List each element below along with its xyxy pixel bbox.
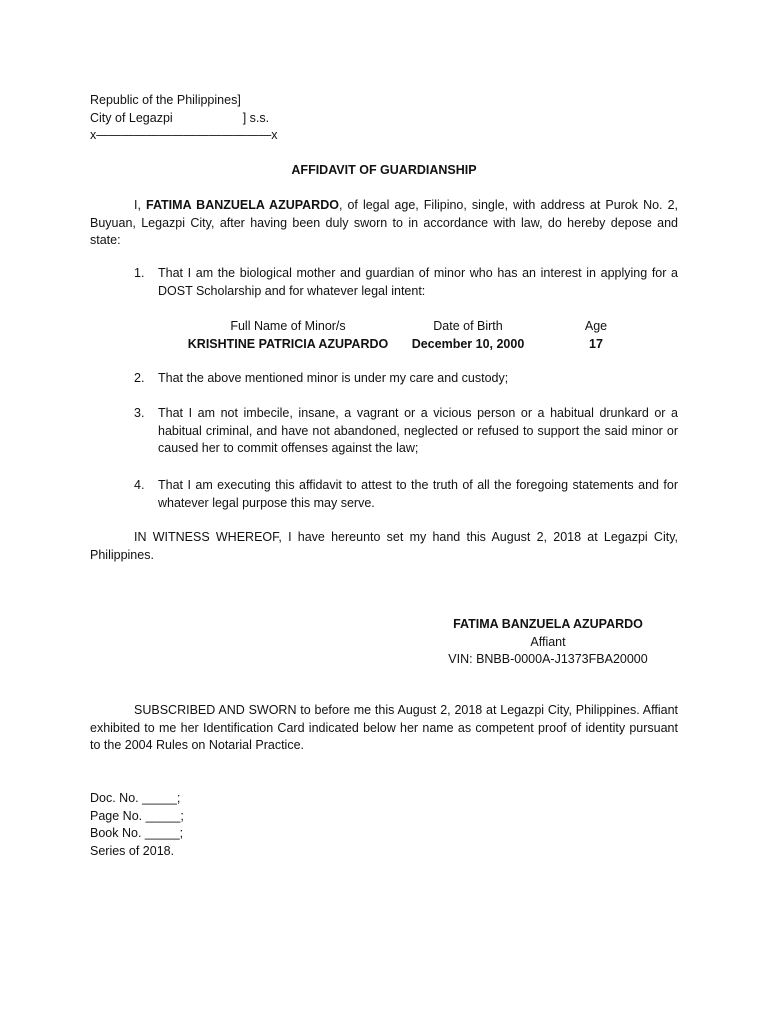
doc-number: Doc. No. _____; bbox=[90, 791, 181, 805]
item-text: That I am the biological mother and guardian of minor who has an interest in applying for a DOST Scholarship and for whatever legal intent: bbox=[158, 266, 678, 298]
book-number: Book No. _____; bbox=[90, 826, 184, 840]
minor-name: KRISHTINE PATRICIA AZUPARDO bbox=[187, 336, 389, 351]
document-title: AFFIDAVIT OF GUARDIANSHIP bbox=[291, 163, 477, 177]
item-text: That I am executing this affidavit to attest to the truth of all the foregoing statements and for whatever legal purpose this may serve. bbox=[158, 478, 678, 510]
notarial-register bbox=[90, 790, 290, 860]
intro-paragraph bbox=[90, 197, 678, 250]
series-year: Series of 2018. bbox=[90, 843, 175, 858]
minor-table-row bbox=[168, 336, 648, 354]
item-number: 1. bbox=[134, 266, 145, 280]
minor-age: 17 bbox=[589, 336, 603, 351]
minor-birth-date: December 10, 2000 bbox=[411, 336, 525, 351]
intro-prefix: I, bbox=[134, 198, 146, 212]
affiant-name: FATIMA BANZUELA AZUPARDO bbox=[146, 198, 339, 212]
page-number: Page No. _____; bbox=[90, 808, 184, 823]
intro-text: , of legal age, Filipino, single, with address at Purok No. 2, Buyuan, Legazpi City, after having been duly sworn to in accordance with law, do hereby depose and state: bbox=[90, 198, 678, 247]
venue-city: City of Legazpi bbox=[90, 110, 173, 125]
item-text: That I am not imbecile, insane, a vagrant or a vicious person or a habitual drunkard or a habitual criminal, and have not abandoned, neglected or refused to support the said minor or caused her to commit offenses against the law; bbox=[158, 406, 678, 455]
venue-rule: x——————————————x bbox=[90, 128, 278, 142]
statement-item-4 bbox=[134, 477, 678, 512]
venue-republic: Republic of the Philippines] bbox=[90, 93, 241, 107]
signature-name: FATIMA BANZUELA AZUPARDO bbox=[453, 617, 643, 631]
signature-role: Affiant bbox=[530, 634, 566, 649]
signature-block bbox=[438, 616, 658, 669]
signature-vin: VIN: BNBB-0000A-J1373FBA20000 bbox=[448, 652, 648, 666]
item-number: 2. bbox=[134, 371, 145, 385]
minor-table bbox=[168, 318, 648, 353]
header-age: Age bbox=[584, 319, 608, 333]
venue-city-line bbox=[90, 110, 390, 128]
witness-paragraph: IN WITNESS WHEREOF, I have hereunto set my hand this August 2, 2018 at Legazpi City, Philippines. bbox=[90, 530, 678, 562]
item-text: That the above mentioned minor is under my care and custody; bbox=[158, 371, 509, 385]
minor-table-header bbox=[168, 318, 648, 336]
jurat-paragraph: SUBSCRIBED AND SWORN to before me this August 2, 2018 at Legazpi City, Philippines. Affiant exhibited to me her Identification Card indicated below her name as competent proof of identity pursuant to the 2004 Rules on Notarial Practice. bbox=[90, 703, 678, 752]
statement-item-3 bbox=[134, 405, 678, 458]
venue-ss: ] s.s. bbox=[242, 110, 270, 125]
statement-item-1 bbox=[134, 265, 678, 300]
header-full-name: Full Name of Minor/s bbox=[230, 319, 346, 333]
venue-header bbox=[90, 92, 390, 145]
item-number: 3. bbox=[134, 406, 145, 420]
item-number: 4. bbox=[134, 478, 145, 492]
header-date-of-birth: Date of Birth bbox=[433, 319, 503, 333]
statement-item-2 bbox=[134, 370, 678, 388]
